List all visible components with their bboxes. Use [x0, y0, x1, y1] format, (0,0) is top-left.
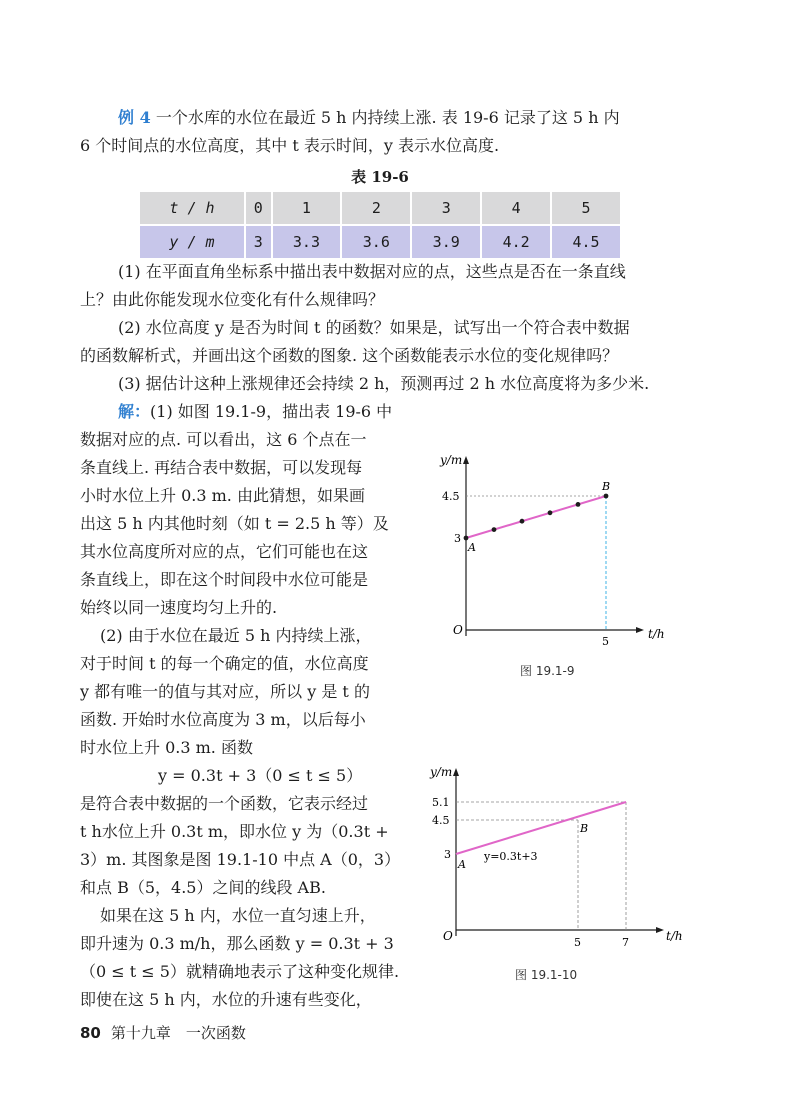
fig2-xtick-7: 7 — [622, 936, 629, 949]
y-axis-arrow-icon — [453, 768, 459, 776]
solution-line: 小时水位上升 0.3 m. 由此猜想，如果画 — [80, 486, 365, 505]
fig2-point-a: A — [458, 858, 466, 871]
fig1-origin: O — [453, 623, 463, 637]
table-cell: 3 — [245, 225, 272, 259]
table-cell: 3 — [411, 192, 481, 225]
solution-line: 出这 5 h 内其他时刻（如 t = 2.5 h 等）及 — [80, 514, 389, 533]
fig2-xtick-5: 5 — [574, 936, 581, 949]
question-3-line-1: (3) 据估计这种上涨规律还会持续 2 h，预测再过 2 h 水位高度将为多少米. — [118, 374, 650, 393]
example-line-1 — [118, 104, 620, 132]
chapter-title: 第十九章 一次函数 — [110, 1024, 246, 1042]
table-cell: 4.5 — [551, 225, 621, 259]
solution-line: 3）m. 其图象是图 19.1-10 中点 A（0，3） — [80, 850, 401, 869]
table-head-t: t / h — [140, 192, 245, 225]
question-1-line-2: 上？由此你能发现水位变化有什么规律吗？ — [80, 290, 385, 309]
fig1-xtick-5: 5 — [602, 635, 609, 648]
data-point — [464, 536, 469, 541]
function-formula: y = 0.3t + 3（0 ≤ t ≤ 5） — [158, 766, 363, 785]
fig1-ytick-3: 3 — [454, 532, 461, 545]
solution-label: 解： — [118, 402, 151, 421]
table-row — [140, 192, 621, 225]
solution-line: 如果在这 5 h 内，水位一直匀速上升， — [100, 906, 376, 925]
fig2-caption: 图 19.1-10 — [515, 968, 578, 982]
example-line-2: 6 个时间点的水位高度，其中 t 表示时间，y 表示水位高度. — [80, 136, 500, 155]
solution-line: 其水位高度所对应的点，它们可能也在这 — [80, 542, 369, 561]
question-1-line-1: (1) 在平面直角坐标系中描出表中数据对应的点，这些点是否在一条直线 — [118, 262, 626, 281]
solution-line: 数据对应的点. 可以看出，这 6 个点在一 — [80, 430, 367, 449]
data-table — [140, 192, 622, 260]
question-2-line-2: 的函数解析式，并画出这个函数的图象. 这个函数能表示水位的变化规律吗？ — [80, 346, 619, 365]
table-cell: 2 — [341, 192, 411, 225]
page-number: 80 — [80, 1024, 101, 1042]
solution-line: y 都有唯一的值与其对应，所以 y 是 t 的 — [80, 682, 370, 701]
table-title-wrap — [0, 166, 760, 187]
fig1-point-b: B — [602, 480, 611, 493]
question-2-line-1: (2) 水位高度 y 是否为时间 t 的函数？如果是，试写出一个符合表中数据 — [118, 318, 630, 337]
fig2-point-b: B — [580, 822, 589, 835]
solution-line: t h水位上升 0.3t m，即水位 y 为（0.3t + — [80, 822, 389, 841]
fig1-ytick-4-5: 4.5 — [442, 490, 460, 503]
table-cell: 3.3 — [272, 225, 342, 259]
solution-line: 条直线上，即在这个时间段中水位可能是 — [80, 570, 369, 589]
x-axis-arrow-icon — [656, 927, 664, 933]
solution-line: 对于时间 t 的每一个确定的值，水位高度 — [80, 654, 369, 673]
table-cell: 3.9 — [411, 225, 481, 259]
fig1-ylabel: y/m — [440, 453, 463, 467]
solution-line: 始终以同一速度均匀上升的. — [80, 598, 278, 617]
solution-line: 即使在这 5 h 内，水位的升速有些变化， — [80, 990, 372, 1009]
fig1-point-a: A — [468, 541, 476, 554]
solution-line: (2) 由于水位在最近 5 h 内持续上涨， — [100, 626, 372, 645]
example-text-1: 一个水库的水位在最近 5 h 内持续上涨. 表 19-6 记录了这 5 h 内 — [155, 108, 620, 127]
solution-line — [118, 398, 392, 426]
fig2-equation: y=0.3t+3 — [484, 850, 538, 863]
solution-text: (1) 如图 19.1-9，描出表 19-6 中 — [150, 402, 393, 421]
data-point — [576, 502, 581, 507]
table-title: 表 19-6 — [351, 168, 409, 186]
fig2-ytick-4-5: 4.5 — [432, 814, 450, 827]
solution-line: 函数. 开始时水位高度为 3 m，以后每小 — [80, 710, 366, 729]
fig2-ytick-3: 3 — [444, 848, 451, 861]
table-cell: 0 — [245, 192, 272, 225]
example-label: 例 4 — [118, 108, 151, 127]
table-cell: 5 — [551, 192, 621, 225]
table-cell: 1 — [272, 192, 342, 225]
figure-19-1-9 — [430, 448, 690, 648]
solution-line: （0 ≤ t ≤ 5）就精确地表示了这种变化规律. — [80, 962, 400, 981]
solution-line: 和点 B（5，4.5）之间的线段 AB. — [80, 878, 326, 897]
solution-line: 是符合表中数据的一个函数，它表示经过 — [80, 794, 369, 813]
line-ab — [466, 496, 606, 538]
solution-line: 即升速为 0.3 m/h，那么函数 y = 0.3t + 3 — [80, 934, 394, 953]
fig2-xlabel: t/h — [666, 929, 683, 943]
fig1-caption: 图 19.1-9 — [520, 664, 575, 678]
solution-line: 时水位上升 0.3 m. 函数 — [80, 738, 253, 757]
fig2-ylabel: y/m — [430, 765, 453, 779]
data-point — [548, 510, 553, 515]
data-point — [604, 494, 609, 499]
table-head-y: y / m — [140, 225, 245, 259]
table-row — [140, 225, 621, 259]
figure-19-1-10 — [420, 760, 700, 956]
page-footer — [80, 1022, 246, 1043]
data-point — [492, 527, 497, 532]
table-cell: 3.6 — [341, 225, 411, 259]
fig1-xlabel: t/h — [648, 627, 665, 641]
x-axis-arrow-icon — [636, 627, 644, 633]
fig2-ytick-5-1: 5.1 — [432, 796, 450, 809]
table-cell: 4 — [481, 192, 551, 225]
solution-line: 条直线上. 再结合表中数据，可以发现每 — [80, 458, 363, 477]
y-axis-arrow-icon — [463, 456, 469, 464]
table-cell: 4.2 — [481, 225, 551, 259]
line-y-0-3t-3 — [456, 802, 626, 854]
data-point — [520, 519, 525, 524]
fig2-origin: O — [443, 929, 453, 943]
